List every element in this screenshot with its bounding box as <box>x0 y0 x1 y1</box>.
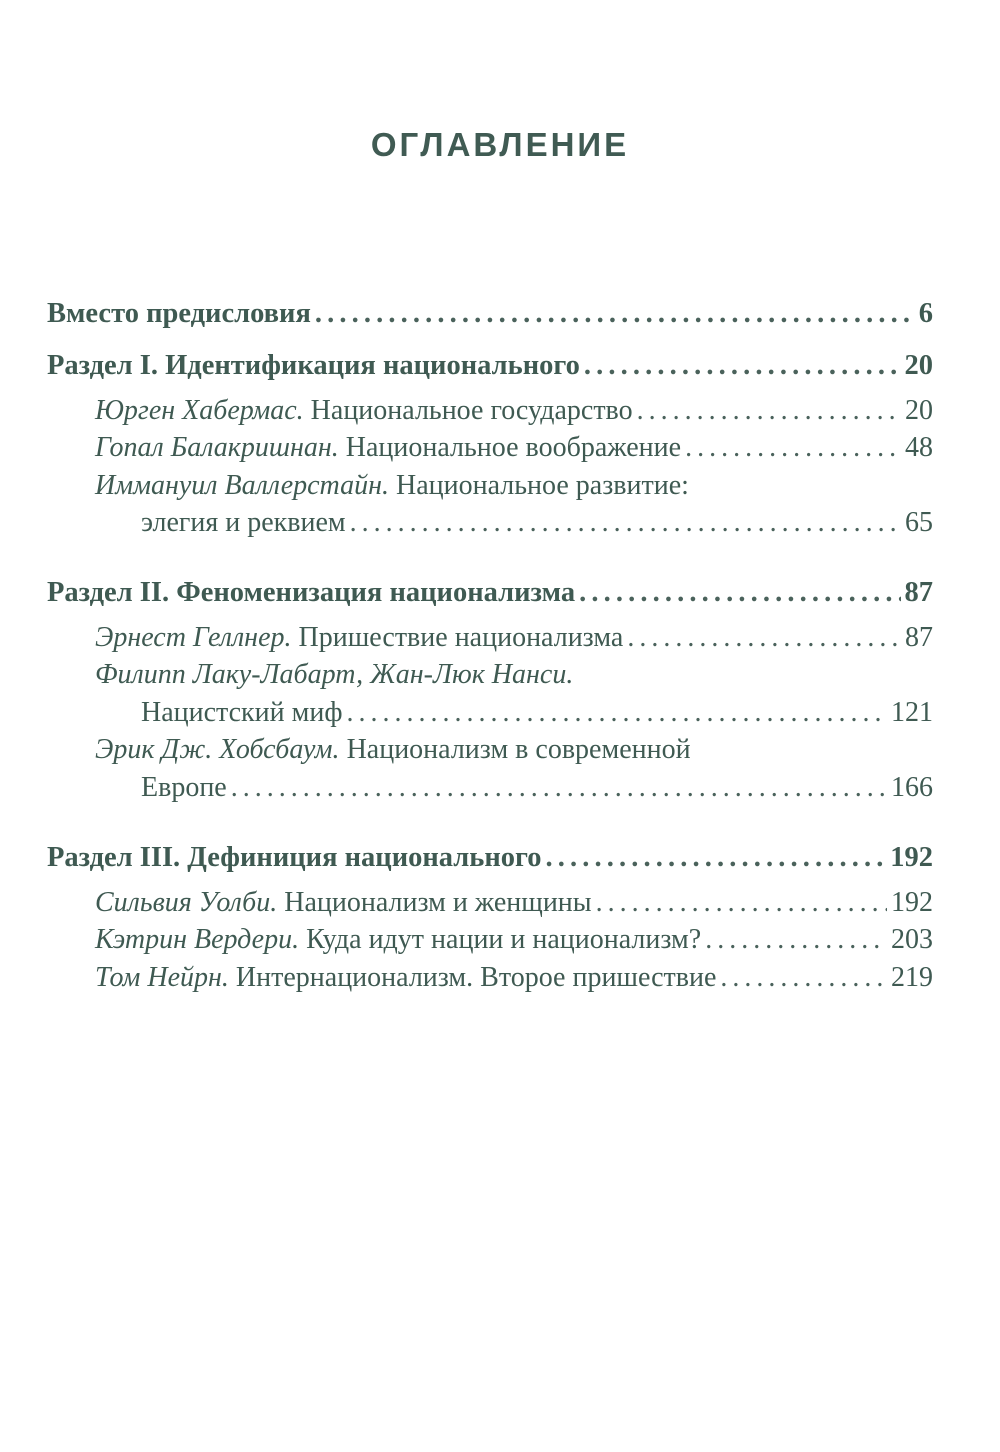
entry-label <box>95 620 623 656</box>
entry-title-continued: Европе <box>141 772 227 803</box>
page-number: 219 <box>891 962 933 993</box>
entry-title: Национальное государство <box>310 395 633 426</box>
toc-entry[interactable] <box>47 393 933 429</box>
page-number: 166 <box>891 772 933 803</box>
entry-author: Эрик Дж. Хобсбаум. <box>95 734 340 765</box>
section-label: Раздел III. Дефиниция национального <box>47 842 542 873</box>
page-number: 20 <box>904 350 933 381</box>
toc-entry[interactable] <box>47 885 933 921</box>
entry-author: Кэтрин Вердери. <box>95 924 300 955</box>
entry-author: Гопал Балакришнан. <box>95 432 339 463</box>
page-number: 6 <box>918 298 933 329</box>
toc-entry-continuation[interactable] <box>47 505 933 541</box>
dot-leader <box>231 770 887 806</box>
entry-label: Вместо предисловия <box>47 298 311 329</box>
dot-leader <box>705 922 887 958</box>
entry-label <box>95 430 681 466</box>
dot-leader <box>350 505 901 541</box>
toc-entry-first-line[interactable] <box>47 657 933 693</box>
entry-author: Иммануил Валлерстайн. <box>95 470 390 501</box>
page-number: 65 <box>905 507 933 538</box>
dot-leader <box>685 430 901 466</box>
entry-author: Том Нейрн. <box>95 962 229 993</box>
dot-leader <box>627 620 901 656</box>
entry-title: Интернационализм. Второе пришествие <box>235 962 717 993</box>
toc-section-2[interactable] <box>47 575 933 611</box>
page-title: ОГЛАВЛЕНИЕ <box>370 126 630 163</box>
page-number: 192 <box>891 887 933 918</box>
entry-label <box>95 960 716 996</box>
entry-author: Юрген Хабермас. <box>95 395 304 426</box>
entry-title-continued: Нацистский миф <box>141 697 343 728</box>
page-number: 192 <box>890 842 933 873</box>
entry-label <box>95 922 701 958</box>
entry-label <box>95 468 689 504</box>
entry-label <box>95 393 633 429</box>
entry-label <box>95 732 691 768</box>
dot-leader <box>720 960 887 996</box>
dot-leader <box>596 885 887 921</box>
toc-entry-first-line[interactable] <box>47 468 933 504</box>
page-number: 121 <box>891 697 933 728</box>
page-number: 87 <box>904 577 933 608</box>
entry-title: Национальное воображение <box>345 432 682 463</box>
page-number: 203 <box>891 924 933 955</box>
entry-title: Национализм в современной <box>346 734 691 765</box>
page-number: 20 <box>905 395 933 426</box>
entry-title: Национальное развитие: <box>396 470 689 501</box>
toc-section-1[interactable] <box>47 348 933 384</box>
dot-leader <box>346 695 887 731</box>
section-label: Раздел II. Феноменизация национализма <box>47 577 576 608</box>
toc-entry[interactable] <box>47 430 933 466</box>
page-number: 87 <box>905 622 933 653</box>
page-number: 48 <box>905 432 933 463</box>
dot-leader <box>637 393 901 429</box>
toc-entry-continuation[interactable] <box>47 695 933 731</box>
entry-title: Национализм и женщины <box>284 887 592 918</box>
dot-leader <box>546 840 887 876</box>
dot-leader <box>579 575 900 611</box>
toc-entry-continuation[interactable] <box>47 770 933 806</box>
entry-author: Эрнест Геллнер. <box>95 622 292 653</box>
toc-entry[interactable] <box>47 922 933 958</box>
entry-author: Филипп Лаку-Лабарт, Жан-Люк Нанси. <box>95 659 574 690</box>
toc-section-3[interactable] <box>47 840 933 876</box>
dot-leader <box>315 296 915 332</box>
toc-entry-first-line[interactable] <box>47 732 933 768</box>
toc-entry[interactable] <box>47 960 933 996</box>
dot-leader <box>584 348 901 384</box>
toc-entry-preface[interactable] <box>47 296 933 332</box>
entry-label <box>95 885 592 921</box>
entry-title: Пришествие национализма <box>298 622 624 653</box>
toc-entry[interactable] <box>47 620 933 656</box>
entry-title-continued: элегия и реквием <box>141 507 346 538</box>
section-label: Раздел I. Идентификация национального <box>47 350 580 381</box>
entry-title: Куда идут нации и национализм? <box>306 924 702 955</box>
entry-author: Сильвия Уолби. <box>95 887 278 918</box>
